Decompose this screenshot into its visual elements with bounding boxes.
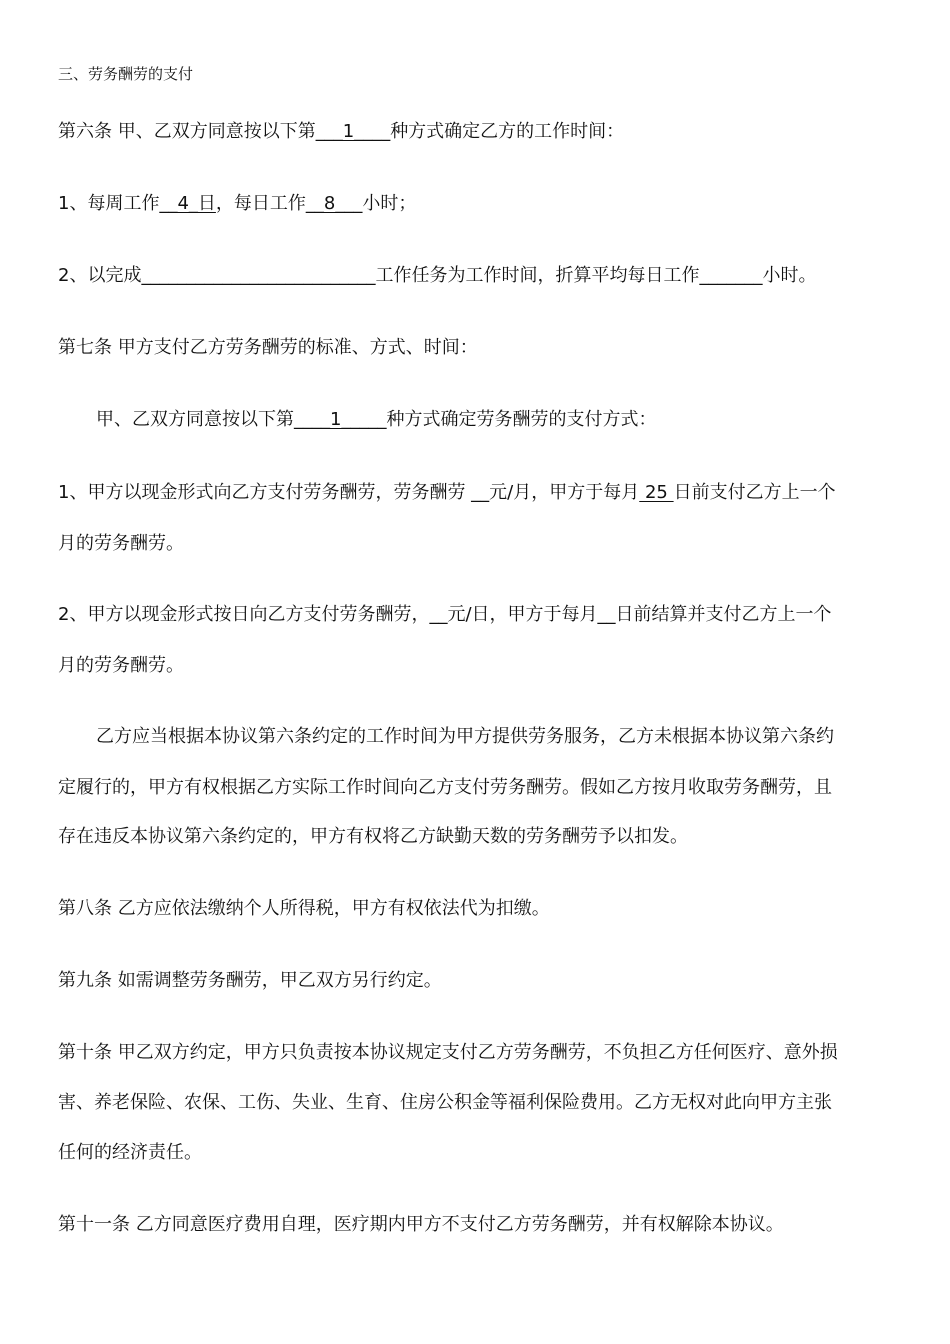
item-2-text-end: 小时。 [762,265,817,286]
choice-text-end: 种方式确定劳务酬劳的支付方式： [386,409,657,430]
item-1-text-end: 小时； [362,193,417,214]
hours-per-day-blank: __8___ [305,193,363,214]
attendance-paragraph-line-1: 乙方应当根据本协议第六条约定的工作时间为甲方提供劳务服务，乙方未根据本协议第六条约 [96,726,834,747]
days-per-week-blank: __4_日 [159,193,216,214]
item-1-text-mid: ，每日工作 [215,193,306,214]
payment-option-2-line-1: 2、甲方以现金形式按日向乙方支付劳务酬劳，__元/日，甲方于每月__日前结算并支付乙方上一个 [58,604,832,625]
article-10-line-1: 第十条 甲乙双方约定，甲方只负责按本协议规定支付乙方劳务酬劳，不负担乙方任何医疗、意外损 [58,1042,838,1063]
article-6-text-end: _种方式确定乙方的工作时间： [381,121,625,142]
article-7: 第七条 甲方支付乙方劳务酬劳的标准、方式、时间： [58,337,478,358]
item-1-text: 1、每周工作 [58,193,160,214]
payment-option-1-line-2: 月的劳务酬劳。 [58,533,184,554]
avg-hours-blank: _______ [699,265,763,286]
article-6-blank: ___1___ [315,121,382,142]
section-title: 三、劳务酬劳的支付 [58,65,194,83]
payment-option-1-text: 1、甲方以现金形式向乙方支付劳务酬劳，劳务酬劳 __元/月，甲方于每月 [58,482,640,503]
work-time-item-2 [58,264,816,288]
article-11: 第十一条 乙方同意医疗费用自理，医疗期内甲方不支付乙方劳务酬劳，并有权解除本协议。 [58,1214,784,1235]
payment-option-1-text-end: 日前支付乙方上一个 [673,482,836,503]
payment-option-1-line-1 [58,481,836,505]
article-10-line-2: 害、养老保险、农保、工伤、失业、生育、住房公积金等福利保险费用。乙方无权对此向甲方主张 [58,1092,832,1113]
article-10-line-3: 任何的经济责任。 [58,1142,202,1163]
article-7-choice [96,408,656,432]
attendance-paragraph-line-3: 存在违反本协议第六条约定的，甲方有权将乙方缺勤天数的劳务酬劳予以扣发。 [58,826,688,847]
payment-day-blank: 25 [639,482,674,503]
article-9: 第九条 如需调整劳务酬劳，甲乙双方另行约定。 [58,970,442,991]
payment-method-blank: ____1_____ [294,409,387,430]
article-6-text: 第六条 甲、乙双方同意按以下第 [58,121,316,142]
item-2-text-mid: 工作任务为工作时间，折算平均每日工作 [375,265,700,286]
article-8: 第八条 乙方应依法缴纳个人所得税，甲方有权依法代为扣缴。 [58,898,550,919]
attendance-paragraph-line-2: 定履行的，甲方有权根据乙方实际工作时间向乙方支付劳务酬劳。假如乙方按月收取劳务酬劳，且 [58,777,832,798]
article-6 [58,120,624,144]
item-2-text: 2、以完成 [58,265,142,286]
task-blank: __________________________ [141,265,376,286]
work-time-item-1 [58,192,416,216]
payment-option-2-line-2: 月的劳务酬劳。 [58,655,184,676]
choice-text: 甲、乙双方同意按以下第 [96,409,294,430]
